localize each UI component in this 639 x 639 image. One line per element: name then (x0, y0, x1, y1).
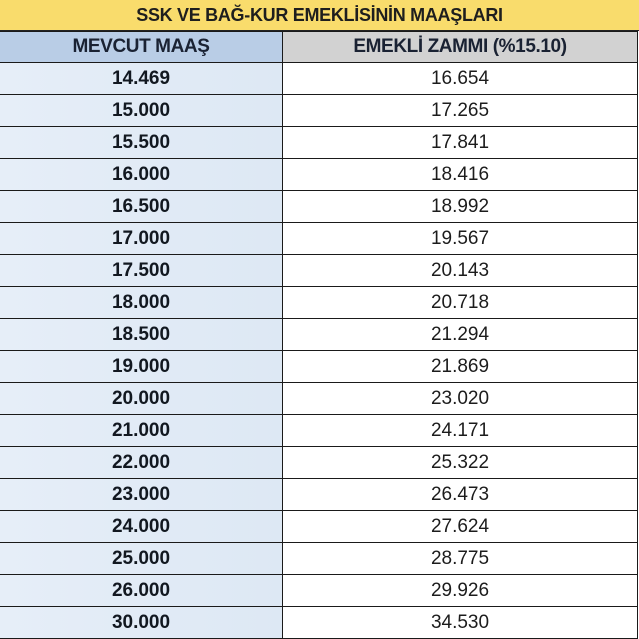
table-row (0, 575, 638, 607)
table-row (0, 447, 638, 479)
raised-salary-cell: 18.992 (283, 191, 638, 223)
table-row (0, 415, 638, 447)
current-salary-cell: 19.000 (0, 351, 283, 383)
current-salary-cell: 26.000 (0, 575, 283, 607)
current-salary-cell: 17.000 (0, 223, 283, 255)
current-salary-cell: 25.000 (0, 543, 283, 575)
table-row (0, 255, 638, 287)
raised-salary-cell: 20.143 (283, 255, 638, 287)
table-row (0, 479, 638, 511)
current-salary-cell: 15.000 (0, 95, 283, 127)
raised-salary-cell: 28.775 (283, 543, 638, 575)
raised-salary-cell: 17.841 (283, 127, 638, 159)
table-row (0, 543, 638, 575)
table-row (0, 127, 638, 159)
raised-salary-cell: 24.171 (283, 415, 638, 447)
raised-salary-cell: 25.322 (283, 447, 638, 479)
current-salary-cell: 30.000 (0, 607, 283, 639)
raised-salary-cell: 16.654 (283, 63, 638, 95)
header-current-salary: MEVCUT MAAŞ (0, 32, 283, 63)
header-row (0, 32, 638, 63)
table-row (0, 319, 638, 351)
table-row (0, 95, 638, 127)
table-title: SSK VE BAĞ-KUR EMEKLİSİNİN MAAŞLARI (0, 0, 639, 31)
table-row (0, 607, 638, 639)
current-salary-cell: 18.500 (0, 319, 283, 351)
current-salary-cell: 21.000 (0, 415, 283, 447)
table-row (0, 511, 638, 543)
current-salary-cell: 15.500 (0, 127, 283, 159)
table-row (0, 63, 638, 95)
table-row (0, 159, 638, 191)
raised-salary-cell: 18.416 (283, 159, 638, 191)
table-row (0, 287, 638, 319)
raised-salary-cell: 26.473 (283, 479, 638, 511)
raised-salary-cell: 20.718 (283, 287, 638, 319)
header-pension-raise: EMEKLİ ZAMMI (%15.10) (283, 32, 638, 63)
raised-salary-cell: 21.869 (283, 351, 638, 383)
current-salary-cell: 20.000 (0, 383, 283, 415)
table-row (0, 351, 638, 383)
raised-salary-cell: 17.265 (283, 95, 638, 127)
current-salary-cell: 17.500 (0, 255, 283, 287)
current-salary-cell: 22.000 (0, 447, 283, 479)
raised-salary-cell: 34.530 (283, 607, 638, 639)
current-salary-cell: 24.000 (0, 511, 283, 543)
table-row (0, 383, 638, 415)
table-body (0, 63, 638, 639)
current-salary-cell: 18.000 (0, 287, 283, 319)
current-salary-cell: 16.000 (0, 159, 283, 191)
current-salary-cell: 23.000 (0, 479, 283, 511)
current-salary-cell: 16.500 (0, 191, 283, 223)
table-row (0, 191, 638, 223)
table-row (0, 223, 638, 255)
raised-salary-cell: 23.020 (283, 383, 638, 415)
raised-salary-cell: 29.926 (283, 575, 638, 607)
current-salary-cell: 14.469 (0, 63, 283, 95)
raised-salary-cell: 19.567 (283, 223, 638, 255)
raised-salary-cell: 21.294 (283, 319, 638, 351)
salary-table (0, 31, 638, 639)
raised-salary-cell: 27.624 (283, 511, 638, 543)
